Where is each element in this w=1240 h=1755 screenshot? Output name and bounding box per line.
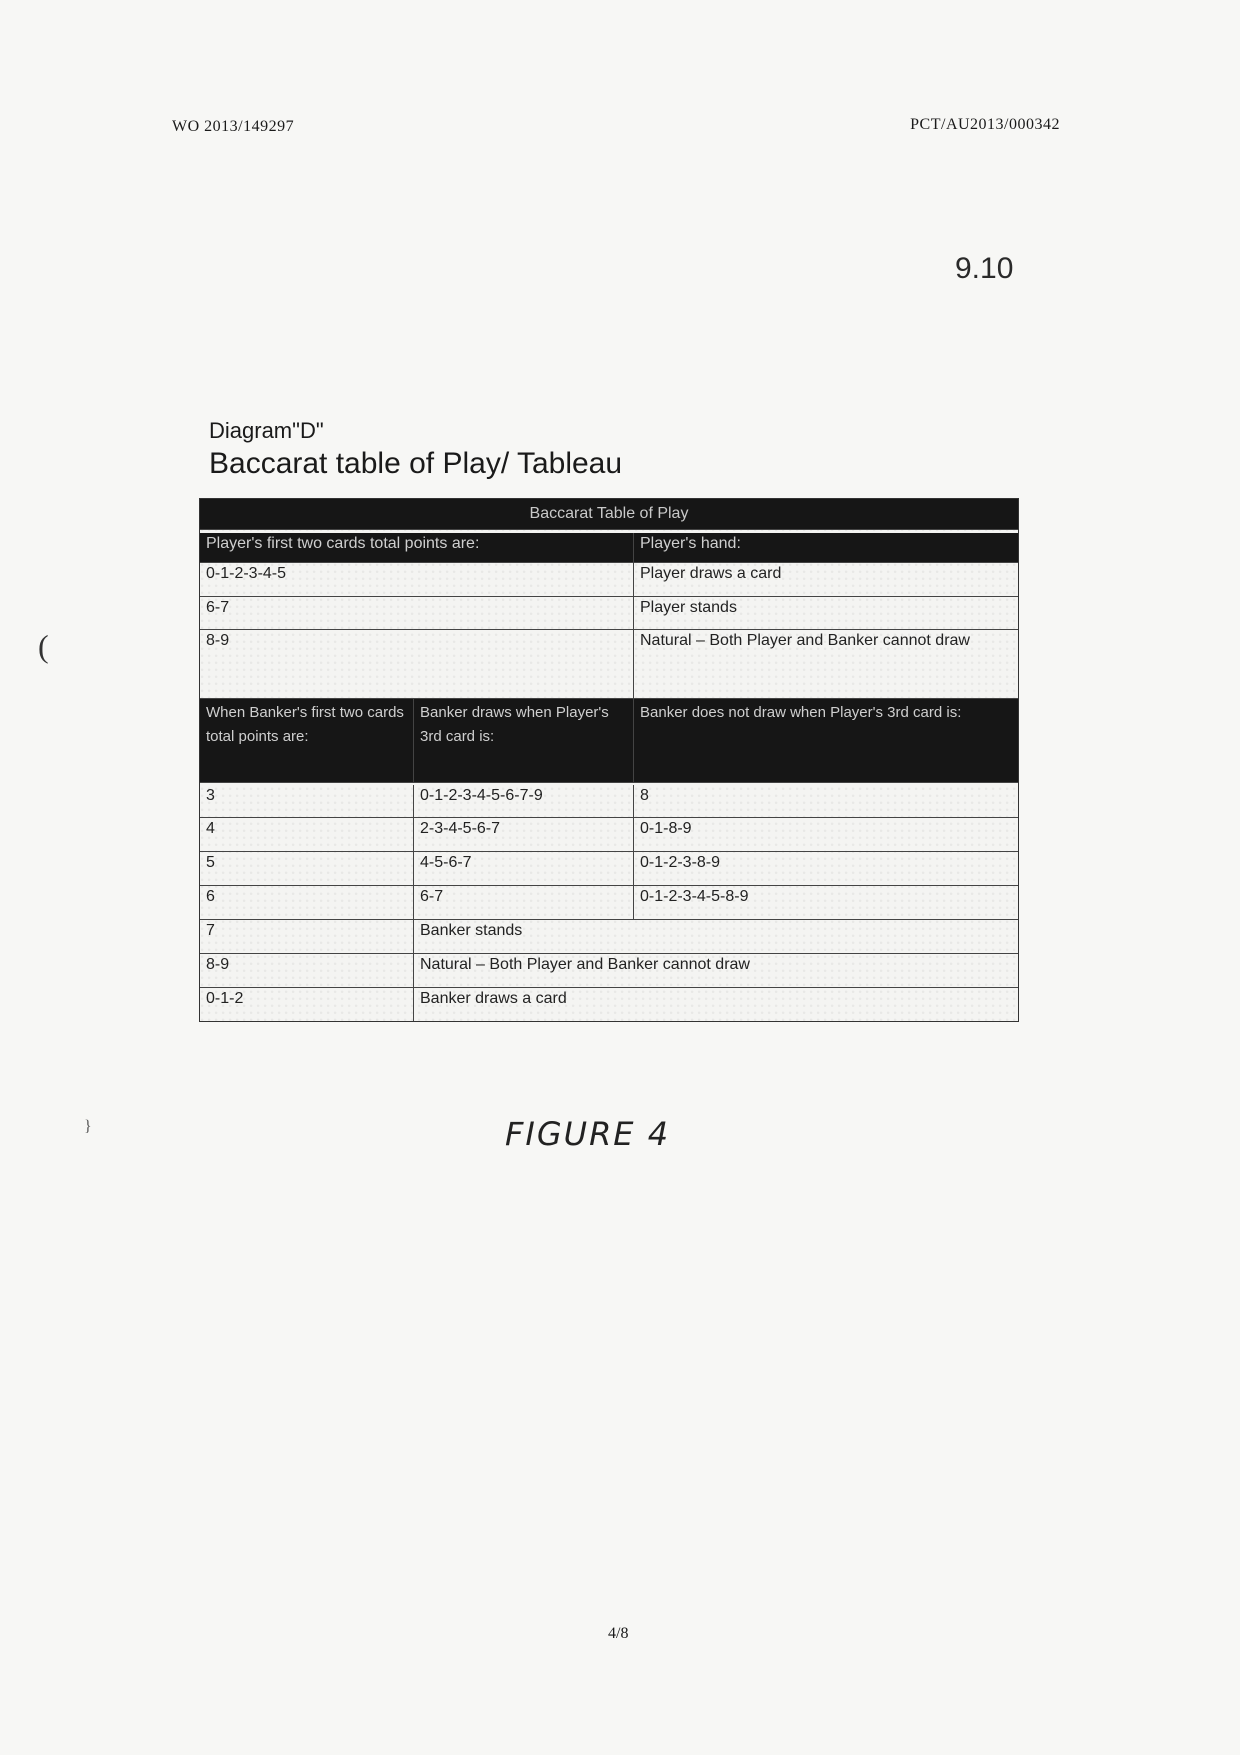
table-title-row (200, 499, 1018, 530)
banker-result-cell: Banker draws a card (420, 990, 567, 1007)
player-header-row (200, 533, 1018, 563)
banker-points-cell: 8-9 (200, 954, 414, 987)
banker-points-cell: 7 (200, 920, 414, 953)
table-row (200, 852, 1018, 886)
player-hand-header: Player's hand: (634, 533, 1018, 562)
document-number: WO 2013/149297 (172, 118, 295, 135)
banker-draws-cell: 4-5-6-7 (414, 852, 634, 885)
banker-points-cell: 3 (200, 785, 414, 817)
banker-draws-header: Banker draws when Player's 3rd card is: (414, 699, 634, 782)
table-row (200, 597, 1018, 630)
table-row (200, 886, 1018, 920)
table-row (200, 630, 1018, 699)
table-row (200, 988, 1018, 1021)
banker-result-cell: Banker stands (420, 922, 523, 939)
handwritten-stamp: 9.10 (955, 252, 1014, 285)
banker-points-cell: 5 (200, 852, 414, 885)
banker-header-row (200, 699, 1018, 783)
table-row (200, 920, 1018, 954)
banker-result-cell: Natural – Both Player and Banker cannot draw (420, 956, 750, 973)
table-title: Baccarat Table of Play (529, 505, 689, 522)
margin-parenthesis: ( (38, 628, 49, 664)
banker-points-cell: 6 (200, 886, 414, 919)
player-points-cell: 0-1-2-3-4-5 (200, 563, 634, 596)
table-row (200, 563, 1018, 597)
banker-no-draw-cell: 8 (640, 787, 649, 804)
diagram-title: Baccarat table of Play/ Tableau (209, 447, 623, 480)
banker-no-draw-cell: 0-1-8-9 (640, 820, 692, 837)
baccarat-table (199, 498, 1019, 1022)
table-row (200, 954, 1018, 988)
player-points-header: Player's first two cards total points are: (200, 533, 634, 562)
banker-no-draw-header: Banker does not draw when Player's 3rd card is: (634, 699, 1018, 782)
player-points-cell: 8-9 (200, 630, 634, 698)
banker-no-draw-cell: 0-1-2-3-8-9 (640, 854, 721, 871)
figure-label: FIGURE 4 (505, 1115, 671, 1153)
banker-points-cell: 4 (200, 818, 414, 851)
margin-mark: } (84, 1118, 92, 1135)
player-hand-cell: Natural – Both Player and Banker cannot draw (640, 632, 970, 649)
banker-draws-cell: 2-3-4-5-6-7 (414, 818, 634, 851)
diagram-label: Diagram"D" (209, 418, 324, 443)
table-row (200, 785, 1018, 818)
player-hand-cell: Player draws a card (640, 565, 782, 582)
player-points-cell: 6-7 (200, 597, 634, 629)
banker-no-draw-cell: 0-1-2-3-4-5-8-9 (640, 888, 749, 905)
banker-draws-cell: 0-1-2-3-4-5-6-7-9 (414, 785, 634, 817)
player-hand-cell: Player stands (640, 599, 737, 616)
banker-points-header: When Banker's first two cards total points are: (200, 699, 414, 782)
banker-points-cell: 0-1-2 (200, 988, 414, 1021)
table-row (200, 818, 1018, 852)
application-number: PCT/AU2013/000342 (910, 116, 1060, 133)
banker-draws-cell: 6-7 (414, 886, 634, 919)
page-number: 4/8 (608, 1625, 629, 1642)
